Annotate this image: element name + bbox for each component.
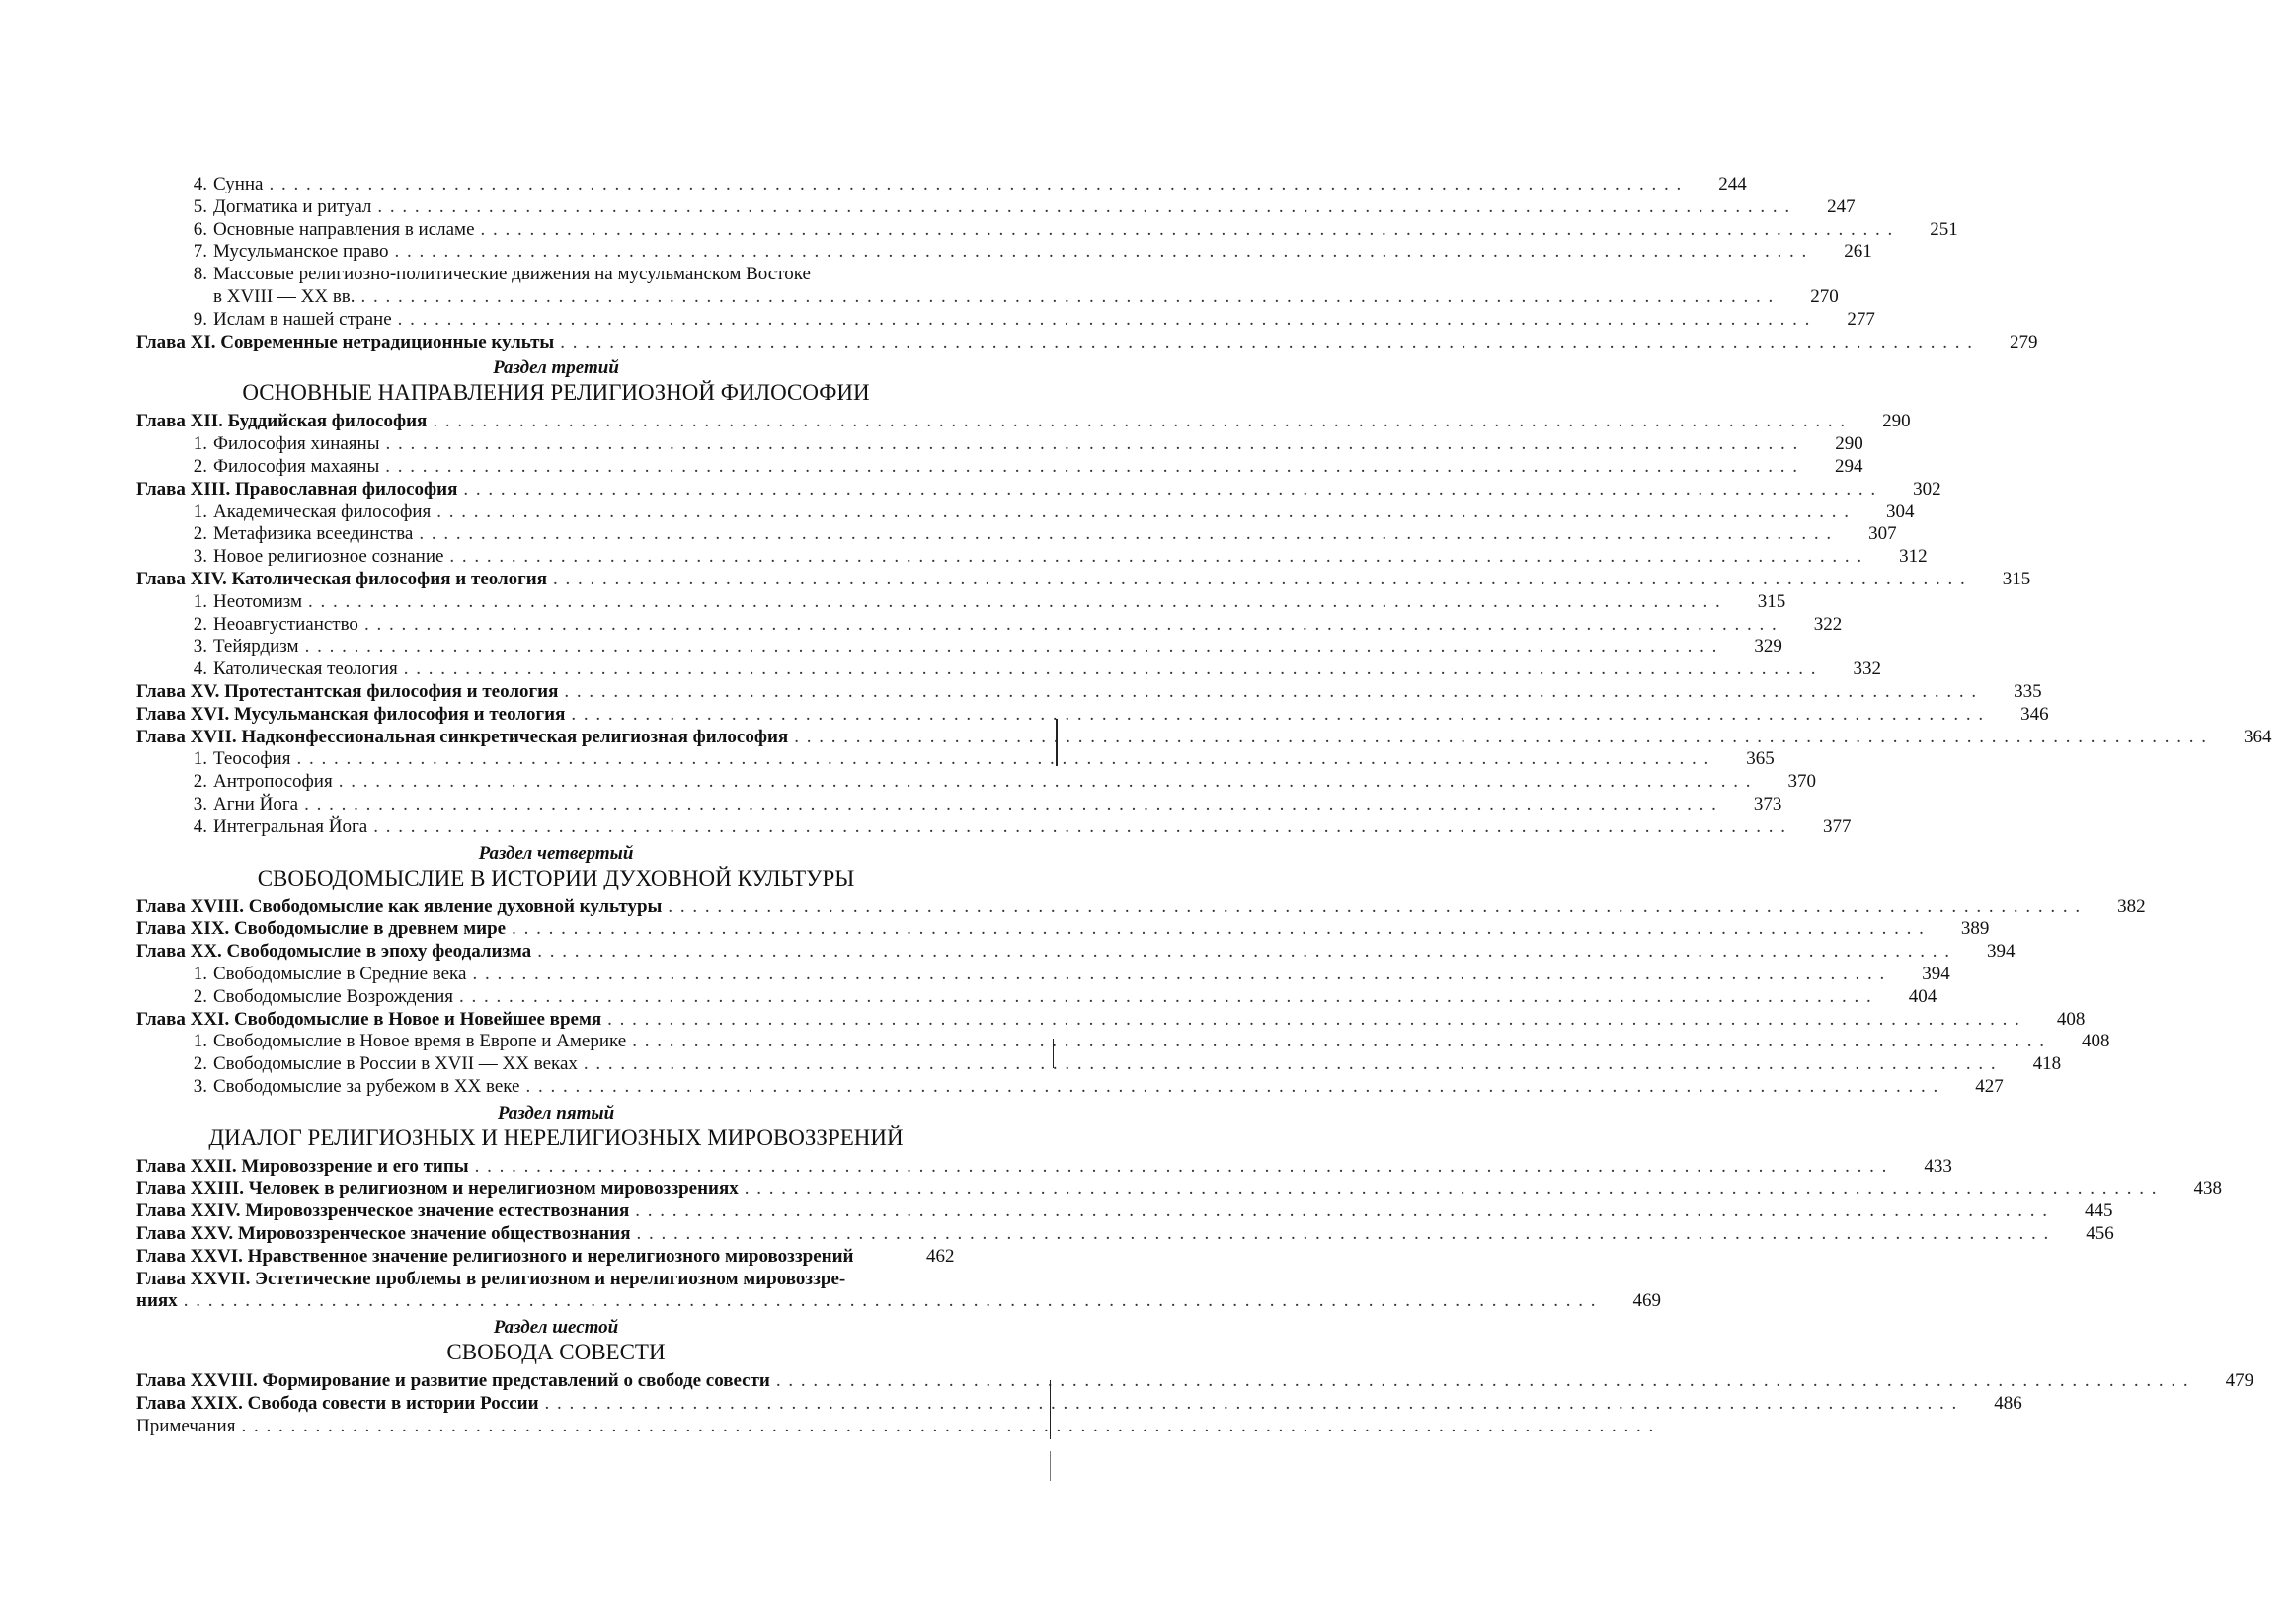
margin-mark [1050, 1380, 1051, 1439]
toc-page-number: 279 [2010, 331, 2038, 352]
toc-item-number: 6. [193, 218, 207, 240]
toc-page-number: 270 [1810, 285, 1839, 307]
toc-entry-text: Тейярдизм [213, 636, 299, 657]
toc-row[interactable] [136, 985, 1937, 1009]
toc-row[interactable] [136, 636, 1782, 658]
toc-entry-text: Академическая философия [213, 501, 432, 522]
leader-dots [571, 704, 1983, 727]
toc-row[interactable] [136, 1393, 2022, 1416]
toc-item-number: 3. [193, 793, 207, 814]
toc-entry-text: Католическая теология [213, 658, 398, 680]
toc-entry-text: Глава XVII. Надконфессиональная синкретическая религиозная философия [136, 726, 789, 747]
toc-page-number: 394 [1922, 963, 1950, 984]
leader-dots [385, 433, 1797, 456]
margin-mark [1053, 1039, 1054, 1068]
leader-dots [404, 658, 1816, 681]
section-heading [136, 357, 976, 407]
section-heading [136, 1103, 976, 1152]
leader-dots [512, 918, 1924, 941]
leader-dots [794, 727, 2206, 749]
toc-item-number: 3. [193, 636, 207, 657]
toc-row[interactable] [136, 1416, 976, 1438]
toc-item-number: 2. [193, 771, 207, 793]
toc-entry-text: Глава XII. Буддийская философия [136, 411, 428, 432]
toc-row[interactable] [136, 411, 1911, 433]
toc-entry-text: Философия махаяны [213, 455, 380, 477]
leader-dots [308, 591, 1720, 614]
toc-entry-text: Ислам в нашей стране [213, 308, 392, 330]
section-title: ДИАЛОГ РЕЛИГИОЗНЫХ И НЕРЕЛИГИОЗНЫХ МИРОВОЗЗРЕНИЙ [208, 1124, 904, 1150]
toc-row[interactable] [136, 433, 1863, 456]
leader-dots [635, 1200, 2047, 1223]
toc-entry-text: Метафизика всеединства [213, 523, 414, 545]
toc-entry-text: Глава XXVIII. Формирование и развитие представлений о свободе совести [136, 1370, 770, 1392]
toc-page-number: 373 [1753, 793, 1782, 814]
leader-dots [584, 1053, 1996, 1076]
leader-dots [459, 986, 1871, 1009]
toc-page-number: 244 [1718, 174, 1747, 194]
leader-dots [481, 219, 1893, 242]
toc-row[interactable] [136, 174, 1747, 196]
leader-dots [745, 1178, 2157, 1200]
section-heading [136, 843, 976, 892]
toc-row[interactable] [136, 1075, 2004, 1099]
toc-row[interactable] [136, 195, 1856, 219]
leader-dots [296, 748, 1708, 771]
toc-row[interactable] [136, 748, 1775, 771]
toc-row[interactable] [136, 895, 2146, 919]
toc-page-number: 332 [1853, 658, 1881, 680]
toc-row[interactable] [136, 793, 1782, 816]
section-kicker: Раздел шестой [493, 1317, 619, 1339]
toc-row[interactable] [136, 546, 1928, 569]
toc-page-number: 290 [1882, 411, 1911, 432]
toc-entry-text: Глава XX. Свободомыслие в эпоху феодализма [136, 941, 532, 963]
toc-item-number: 1. [193, 501, 207, 522]
toc-entry-text: Свободомыслие Возрождения [213, 985, 454, 1007]
leader-dots [184, 1290, 1596, 1313]
toc-entry-text: Сунна [213, 174, 264, 194]
toc-entry-text: Свободомыслие в Новое время в Европе и Америке [213, 1031, 627, 1052]
toc-page-number: 365 [1746, 748, 1775, 770]
toc-entry-text: Новое религиозное сознание [213, 546, 444, 568]
toc-entry-text: Глава XXVI. Нравственное значение религиозного и нерелигиозного мировоззрений [136, 1245, 854, 1267]
toc-item-number: 7. [193, 241, 207, 263]
toc-entry-text: Глава XVIII. Свободомыслие как явление духовной культуры [136, 895, 663, 917]
toc-page-number: 462 [926, 1245, 955, 1267]
leader-dots [373, 816, 1785, 839]
toc-page-number: 404 [1908, 985, 1937, 1007]
toc-page-number: 408 [2081, 1031, 2110, 1052]
toc-page-number: 389 [1960, 918, 1990, 940]
toc-item-number: 3. [193, 546, 207, 568]
toc-page-number: 261 [1844, 241, 1872, 263]
toc-item-number: 2. [193, 523, 207, 545]
leader-dots [475, 1156, 1887, 1179]
toc-entry-text: Интегральная Йога [213, 815, 368, 837]
toc-entry-text: Глава XXI. Свободомыслие в Новое и Новейшее время [136, 1008, 602, 1030]
toc-row[interactable] [136, 658, 1881, 681]
toc-entry-text: Неотомизм [213, 590, 303, 612]
toc-item-number: 2. [193, 455, 207, 477]
toc-row[interactable] [136, 264, 976, 286]
section-title: ОСНОВНЫЕ НАПРАВЛЕНИЯ РЕЛИГИОЗНОЙ ФИЛОСОФИИ [242, 380, 870, 406]
toc-row[interactable] [136, 1269, 976, 1291]
toc-page-number: 438 [2193, 1178, 2223, 1199]
toc-row[interactable] [136, 478, 1941, 502]
toc-entry-text: Основные направления в исламе [213, 218, 475, 240]
leader-dots [419, 523, 1831, 546]
toc-entry-text: Глава XI. Современные нетрадиционные культы [136, 331, 555, 352]
toc-row[interactable] [136, 963, 1950, 986]
toc-item-number: 4. [193, 658, 207, 680]
toc-row[interactable] [136, 680, 2042, 704]
toc-item-number: 2. [193, 613, 207, 635]
section-heading [136, 1317, 976, 1366]
toc-row[interactable] [136, 703, 2049, 727]
toc-row[interactable] [136, 1200, 2113, 1223]
toc-row[interactable] [136, 1031, 2110, 1053]
toc-entry-text: Глава XXIX. Свобода совести в истории России [136, 1393, 539, 1415]
toc-row[interactable] [136, 918, 1990, 941]
toc-page-number: 394 [1986, 941, 2016, 963]
toc-entry-text: Глава XXII. Мировоззрение и его типы [136, 1155, 469, 1177]
toc-row[interactable] [136, 1370, 2254, 1393]
toc-page-number: 433 [1924, 1155, 1952, 1177]
toc-page-number: 408 [2056, 1008, 2086, 1030]
toc-page-number: 335 [2014, 680, 2042, 702]
toc-row[interactable] [136, 523, 1897, 546]
toc-page-number: 382 [2117, 895, 2146, 917]
leader-dots [526, 1076, 1938, 1099]
leader-dots [668, 896, 2080, 919]
toc-row[interactable] [136, 1246, 976, 1269]
toc-item-number: 8. [193, 264, 207, 285]
toc-page-number: 418 [2032, 1053, 2062, 1075]
toc-item-number: 1. [193, 433, 207, 455]
leader-dots [449, 546, 1861, 569]
toc-entry-text: Глава XIII. Православная философия [136, 478, 458, 500]
toc-row[interactable] [136, 590, 1786, 614]
toc-page-number: 346 [2020, 703, 2049, 725]
leader-dots [553, 569, 1965, 591]
toc-row[interactable] [136, 1290, 1661, 1313]
toc-row[interactable] [136, 218, 1958, 242]
toc-page-number: 304 [1886, 501, 1915, 522]
toc-row[interactable] [136, 285, 1839, 309]
toc-page-number: 302 [1913, 478, 1941, 500]
leader-dots [632, 1031, 2044, 1053]
toc-item-number: 1. [193, 748, 207, 770]
toc-row[interactable] [136, 1155, 1952, 1179]
toc-page-number: 364 [2243, 726, 2272, 747]
toc-entry-text: Глава XXIII. Человек в религиозном и нерелигиозном мировоззрениях [136, 1178, 739, 1199]
toc-page-number: 445 [2085, 1200, 2113, 1222]
section-kicker: Раздел четвертый [478, 842, 634, 864]
toc-entry-text: в XVIII — XX вв. [213, 285, 356, 307]
toc-row[interactable] [136, 241, 1872, 264]
toc-item-number: 3. [193, 1075, 207, 1097]
toc-row[interactable] [136, 1008, 2086, 1032]
leader-dots [637, 1223, 2049, 1246]
leader-dots [377, 196, 1789, 219]
toc-item-number: 4. [193, 815, 207, 837]
toc-page-number: 322 [1813, 613, 1843, 635]
toc-page-number: 251 [1930, 218, 1958, 240]
leader-dots [472, 964, 1884, 986]
toc-row[interactable] [136, 308, 1875, 332]
toc-item-number: 4. [193, 174, 207, 194]
section-title: СВОБОДА СОВЕСТИ [446, 1340, 666, 1365]
toc-item-number: 2. [193, 1053, 207, 1075]
toc-entry-text: Философия хинаяны [213, 433, 380, 455]
toc-row[interactable] [136, 613, 1843, 637]
toc-entry-text: Свободомыслие за рубежом в XX веке [213, 1075, 520, 1097]
margin-mark [1056, 719, 1058, 766]
toc-row[interactable] [136, 501, 1915, 524]
leader-dots [607, 1009, 2019, 1032]
toc-row[interactable] [136, 568, 2031, 591]
toc-entry-text: Агни Йога [213, 793, 299, 814]
toc-row[interactable] [136, 726, 2272, 749]
toc-page-number: 247 [1827, 195, 1856, 217]
toc-page-number: 377 [1822, 815, 1852, 837]
toc-page-number: 312 [1899, 546, 1928, 568]
toc-page-number: 307 [1868, 523, 1897, 545]
leader-dots [361, 286, 1774, 309]
toc-page-number: 370 [1787, 771, 1816, 793]
toc-page-number: 469 [1632, 1290, 1661, 1312]
leader-dots [364, 614, 1777, 637]
toc-page-number: 315 [1757, 590, 1786, 612]
toc-page-number: 290 [1835, 433, 1863, 455]
leader-dots [463, 479, 1875, 502]
leader-dots [385, 456, 1797, 479]
toc-entry-text: Глава XXV. Мировоззренческое значение обществознания [136, 1223, 631, 1245]
toc-row[interactable] [136, 1053, 2062, 1076]
leader-dots [305, 636, 1717, 658]
toc-page-number: 315 [2002, 568, 2031, 589]
toc-item-number: 1. [193, 590, 207, 612]
toc-item-number: 1. [193, 1031, 207, 1052]
toc-entry-text: Глава XVI. Мусульманская философия и теология [136, 703, 566, 725]
leader-dots [241, 1416, 1653, 1438]
toc-item-number: 1. [193, 963, 207, 984]
toc-entry-text: Антропософия [213, 771, 333, 793]
toc-entry-text: Догматика и ритуал [213, 195, 372, 217]
toc-entry-text: Свободомыслие в Средние века [213, 963, 467, 984]
table-of-contents [136, 174, 2272, 1438]
toc-entry-text: Глава XXVII. Эстетические проблемы в религиозном и нерелигиозном мировоззре- [136, 1268, 846, 1289]
leader-dots [339, 771, 1751, 794]
leader-dots [269, 174, 1681, 196]
leader-dots [564, 681, 1976, 704]
toc-row[interactable] [136, 1223, 2114, 1246]
leader-dots [545, 1393, 1957, 1416]
toc-entry-text: Свободомыслие в России в XVII — XX веках [213, 1053, 578, 1075]
toc-entry-text: Мусульманское право [213, 241, 389, 263]
toc-page-number: 329 [1754, 636, 1782, 657]
toc-page-number: 456 [2086, 1223, 2114, 1245]
toc-row[interactable] [136, 455, 1863, 479]
leader-dots [433, 411, 1845, 433]
leader-dots [394, 241, 1806, 264]
toc-entry-text: Глава XIX. Свободомыслие в древнем мире [136, 918, 507, 940]
toc-row[interactable] [136, 771, 1816, 794]
leader-dots [304, 794, 1716, 816]
toc-item-number: 5. [193, 195, 207, 217]
section-kicker: Раздел третий [493, 357, 619, 379]
toc-page-number: 427 [1975, 1075, 2004, 1097]
toc-row[interactable] [136, 815, 1852, 839]
toc-entry-text: Глава XXIV. Мировоззренческое значение естествознания [136, 1200, 630, 1222]
toc-row[interactable] [136, 331, 2038, 354]
toc-row[interactable] [136, 941, 2016, 964]
toc-entry-text: Глава XV. Протестантская философия и теология [136, 680, 559, 702]
toc-entry-text: Неоавгустианство [213, 613, 358, 635]
toc-page-number: 479 [2225, 1370, 2254, 1392]
toc-page-number: 294 [1834, 455, 1863, 477]
leader-dots [776, 1370, 2188, 1393]
toc-entry-text: Примечания [136, 1415, 236, 1436]
toc-row[interactable] [136, 1178, 2223, 1200]
toc-entry-text: Глава XIV. Католическая философия и теология [136, 568, 548, 589]
toc-entry-text: ниях [136, 1290, 178, 1312]
toc-item-number: 9. [193, 308, 207, 330]
section-kicker: Раздел пятый [497, 1102, 615, 1123]
toc-entry-text: Массовые религиозно-политические движения на мусульманском Востоке [213, 264, 811, 285]
leader-dots [537, 941, 1949, 964]
toc-page-number: 486 [1994, 1393, 2022, 1415]
leader-dots [560, 332, 1972, 354]
toc-item-number: 2. [193, 985, 207, 1007]
leader-dots [398, 309, 1810, 332]
margin-mark [1050, 1451, 1051, 1481]
section-title: СВОБОДОМЫСЛИЕ В ИСТОРИИ ДУХОВНОЙ КУЛЬТУРЫ [257, 865, 855, 890]
toc-page-number: 277 [1847, 308, 1875, 330]
toc-entry-text: Теософия [213, 748, 291, 770]
leader-dots [436, 502, 1849, 524]
